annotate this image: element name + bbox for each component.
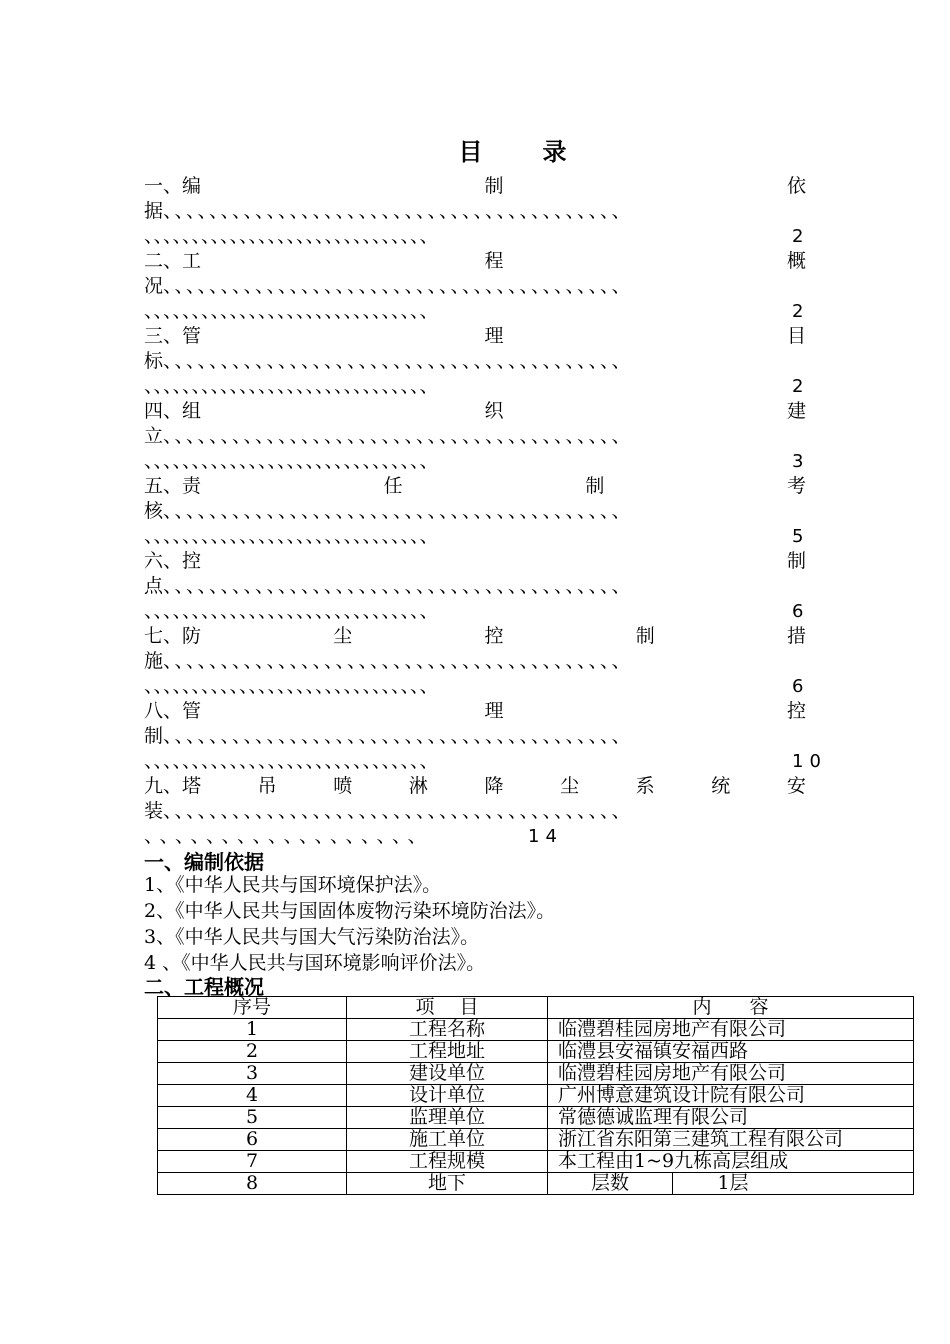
toc-entry-leader-line [144,824,950,849]
toc-heading-char: 控 [786,700,806,722]
toc-entry [144,249,950,324]
toc-entry-number: 六、 [144,550,183,572]
toc-leader-dots: 、、、、、、、、、、、、、、、、、、、、、、、、、、、、、、 [144,450,439,472]
toc-entry-heading [144,474,806,499]
basis-list [144,872,555,976]
cell-content-split [548,1173,914,1195]
toc-heading-char: 工 [182,250,202,272]
cell-content: 本工程由1~9九栋高层组成 [548,1151,914,1173]
table-row [158,1019,914,1041]
toc-heading-char: 喷 [333,775,353,797]
basis-item: 4 、《中华人民共与国环境影响评价法》。 [144,952,486,974]
toc-heading-char: 尘 [560,775,580,797]
basis-item: 3、《中华人民共与国大气污染防治法》。 [144,926,480,948]
toc-heading-char: 概 [786,250,806,272]
toc-entry-number: 二、 [144,250,183,272]
toc-heading-char: 责 [182,475,202,497]
toc-entry [144,399,950,474]
toc-entry-heading [144,249,806,274]
toc-entry [144,474,950,549]
toc-lead-char: 据 [144,200,164,222]
toc-entry-heading [144,624,806,649]
toc-page-number: 2 [792,226,810,247]
cell-item: 地下 [347,1173,548,1195]
toc-heading-char: 考 [786,475,806,497]
toc-entry-number: 一、 [144,175,183,197]
section2-heading: 二、工程概况 [144,975,264,999]
header-cell-content: 内 容 [548,997,914,1019]
toc-heading-char: 目 [786,325,806,347]
toc-entry-lead [144,424,950,449]
toc-leader-dots: 、、、、、、、、、、、、、、、、、、、、、、、、、、、、、、 [144,375,439,397]
toc-entry-number: 七、 [144,625,183,647]
cell-content: 临澧县安福镇安福西路 [548,1041,914,1063]
cell-item: 工程名称 [347,1019,548,1041]
toc-heading-char: 尘 [333,625,353,647]
toc-page-number: 2 [792,376,810,397]
table-row [158,1151,914,1173]
toc-leader-dots: 、、、、、、、、、、、、、、、、、、、、、、、、、、、、、、 [144,525,439,547]
toc-leader-dots: 、、、、、、、、、、、、、、、、、、、、、、、、、、、、、、 [144,225,439,247]
toc-heading-char: 理 [484,325,504,347]
cell-no: 7 [158,1151,347,1173]
toc-leader-dots: 、、、、、、、、、、、、、、、、、、、、、、、、、、、、、、、、、、、、、、、、 [163,425,633,447]
table-row [158,1173,914,1195]
toc-entry [144,174,950,249]
cell-item: 工程地址 [347,1041,548,1063]
toc-heading-char: 管 [182,700,202,722]
toc-entry-leader-line [144,449,950,474]
toc-leader-dots: 、、、、、、、、、、、、、、、、、、、、、、、、、、、、、、 [144,750,439,772]
toc-entry-leader-line [144,224,950,249]
toc-heading-char: 降 [484,775,504,797]
header-cell-item: 项 目 [347,997,548,1019]
cell-item: 施工单位 [347,1129,548,1151]
toc-entry-lead [144,724,950,749]
table-header-row [158,997,914,1019]
table-row [158,1107,914,1129]
toc-entry-lead [144,274,950,299]
toc-heading-char: 系 [635,775,655,797]
toc-heading-char: 制 [635,625,655,647]
cell-no: 5 [158,1107,347,1129]
toc-heading-char: 制 [585,475,605,497]
table-row [158,1041,914,1063]
toc-lead-char: 标 [144,350,164,372]
toc-heading-char: 制 [786,550,806,572]
basis-item: 1、《中华人民共与国环境保护法》。 [144,874,442,896]
cell-item: 建设单位 [347,1063,548,1085]
cell-content: 浙江省东阳第三建筑工程有限公司 [548,1129,914,1151]
project-info-table [157,996,914,1195]
toc-heading-char: 组 [182,400,202,422]
toc-heading-char: 塔 [182,775,202,797]
toc-entry-lead [144,199,950,224]
toc-heading-char: 吊 [257,775,277,797]
toc-entry-heading [144,174,806,199]
toc-entry-leader-line [144,599,950,624]
toc-entry-lead [144,649,950,674]
toc-entry-lead [144,799,950,824]
toc-heading-char: 统 [711,775,731,797]
toc-lead-char: 立 [144,425,164,447]
toc-entry-leader-line [144,524,950,549]
toc-entry-heading [144,699,806,724]
header-cell-no: 序号 [158,997,347,1019]
toc-entry [144,699,950,774]
toc-heading-char: 淋 [408,775,428,797]
toc-title [0,132,950,167]
toc-heading-char: 措 [786,625,806,647]
toc-entry [144,624,950,699]
cell-item: 设计单位 [347,1085,548,1107]
toc-entry-heading [144,774,806,799]
toc-page-number: 10 [792,751,827,772]
toc-entry-leader-line [144,374,950,399]
toc-lead-char: 装 [144,800,164,822]
toc-heading-char: 程 [484,250,504,272]
toc-heading-char: 控 [484,625,504,647]
cell-content: 临澧碧桂园房地产有限公司 [548,1019,914,1041]
cell-no: 4 [158,1085,347,1107]
cell-item: 工程规模 [347,1151,548,1173]
toc-page-number: 6 [792,676,810,697]
cell-sub-label: 层数 [548,1173,673,1194]
toc-heading-char: 防 [182,625,202,647]
toc-heading-char: 编 [182,175,202,197]
toc-leader-dots: 、、、、、、、、、、、、、、、、、、、、、、、、、、、、、、、、、、、、、、、、 [163,650,633,672]
toc-leader-dots: 、、、、、、、、、、、、、、、、、、、、、、、、、、、、、、、、、、、、、、、、 [163,275,633,297]
toc-entry-leader-line [144,674,950,699]
toc-leader-dots: 、、、、、、、、、、、、、、、、、、、、、、、、、、、、、、 [144,675,439,697]
toc-entry-number: 八、 [144,700,183,722]
section1-heading: 一、编制依据 [144,850,264,874]
basis-item: 2、《中华人民共与国固体废物污染环境防治法》。 [144,900,556,922]
toc-entry-heading [144,549,806,574]
cell-no: 1 [158,1019,347,1041]
toc-entry [144,774,950,849]
cell-sub-value: 1层 [717,1172,749,1194]
cell-content: 常德德诚监理有限公司 [548,1107,914,1129]
toc-entry-leader-line [144,299,950,324]
toc-entry-number: 五、 [144,475,183,497]
cell-content: 广州博意建筑设计院有限公司 [548,1085,914,1107]
toc-entry-number: 九、 [144,775,183,797]
toc-page-number: 3 [792,451,810,472]
cell-item: 监理单位 [347,1107,548,1129]
cell-no: 6 [158,1129,347,1151]
table-row [158,1129,914,1151]
table-of-contents [144,174,950,849]
toc-heading-char: 理 [484,700,504,722]
toc-entry [144,324,950,399]
toc-heading-char: 管 [182,325,202,347]
toc-entry-leader-line [144,749,950,774]
toc-heading-char: 依 [786,175,806,197]
toc-heading-char: 任 [383,475,403,497]
toc-leader-dots: 、、、、、、、、、、、、、、、、、、、、、、、、、、、、、、、、、、、、、、、、 [163,500,633,522]
table-row [158,1063,914,1085]
toc-entry-lead [144,499,950,524]
toc-page-number: 6 [792,601,810,622]
toc-lead-char: 施 [144,650,164,672]
toc-lead-char: 点 [144,575,164,597]
toc-title-right: 录 [542,138,567,166]
toc-entry-number: 四、 [144,400,183,422]
toc-leader-dots: 、、、、、、、、、、、、、、、、、、、、、、、、、、、、、、、、、、、、、、、、 [163,575,633,597]
toc-heading-char: 建 [786,400,806,422]
toc-leader-dots: 、、、、、、、、、、、、、、、、、、、、、、、、、、、、、、 [144,600,439,622]
toc-lead-char: 制 [144,725,164,747]
toc-entry-heading [144,399,806,424]
toc-title-left: 目 [458,138,483,166]
cell-no: 3 [158,1063,347,1085]
toc-entry [144,549,950,624]
toc-heading-char: 控 [182,550,202,572]
table-row [158,1085,914,1107]
toc-heading-char: 织 [484,400,504,422]
toc-heading-char: 制 [484,175,504,197]
toc-leader-dots: 、、、、、、、、、、、、、、、、、、、、、、、、、、、、、、 [144,300,439,322]
toc-leader-dots: 、、、、、、、、、、、、、、、、、、、、、、、、、、、、、、、、、、、、、、、、 [163,350,633,372]
toc-entry-lead [144,349,950,374]
toc-leader-dots: 、、、、、、、、、、、、、、、、、、、、、、、、、、、、、、、、、、、、、、、、 [163,725,633,747]
toc-lead-char: 核 [144,500,164,522]
toc-leader-dots: 、、、、、、、、、、、、、、、、、、、、、、、、、、、、、、、、、、、、、、、、 [163,200,633,222]
toc-page-number: 5 [792,526,810,547]
toc-entry-number: 三、 [144,325,183,347]
toc-entry-lead [144,574,950,599]
cell-content: 临澧碧桂园房地产有限公司 [548,1063,914,1085]
toc-leader-dots: 、、、、、、、、、、、、、、、、、、、、、、、、、、、、、、、、、、、、、、、、 [163,800,633,822]
cell-no: 2 [158,1041,347,1063]
cell-no: 8 [158,1173,347,1195]
toc-leader-dots: 、、、、、、、、、、、、、、、、、、 [144,825,433,847]
toc-lead-char: 况 [144,275,164,297]
toc-entry-heading [144,324,806,349]
toc-page-number: 14 [528,826,563,847]
toc-heading-char: 安 [786,775,806,797]
toc-page-number: 2 [792,301,810,322]
